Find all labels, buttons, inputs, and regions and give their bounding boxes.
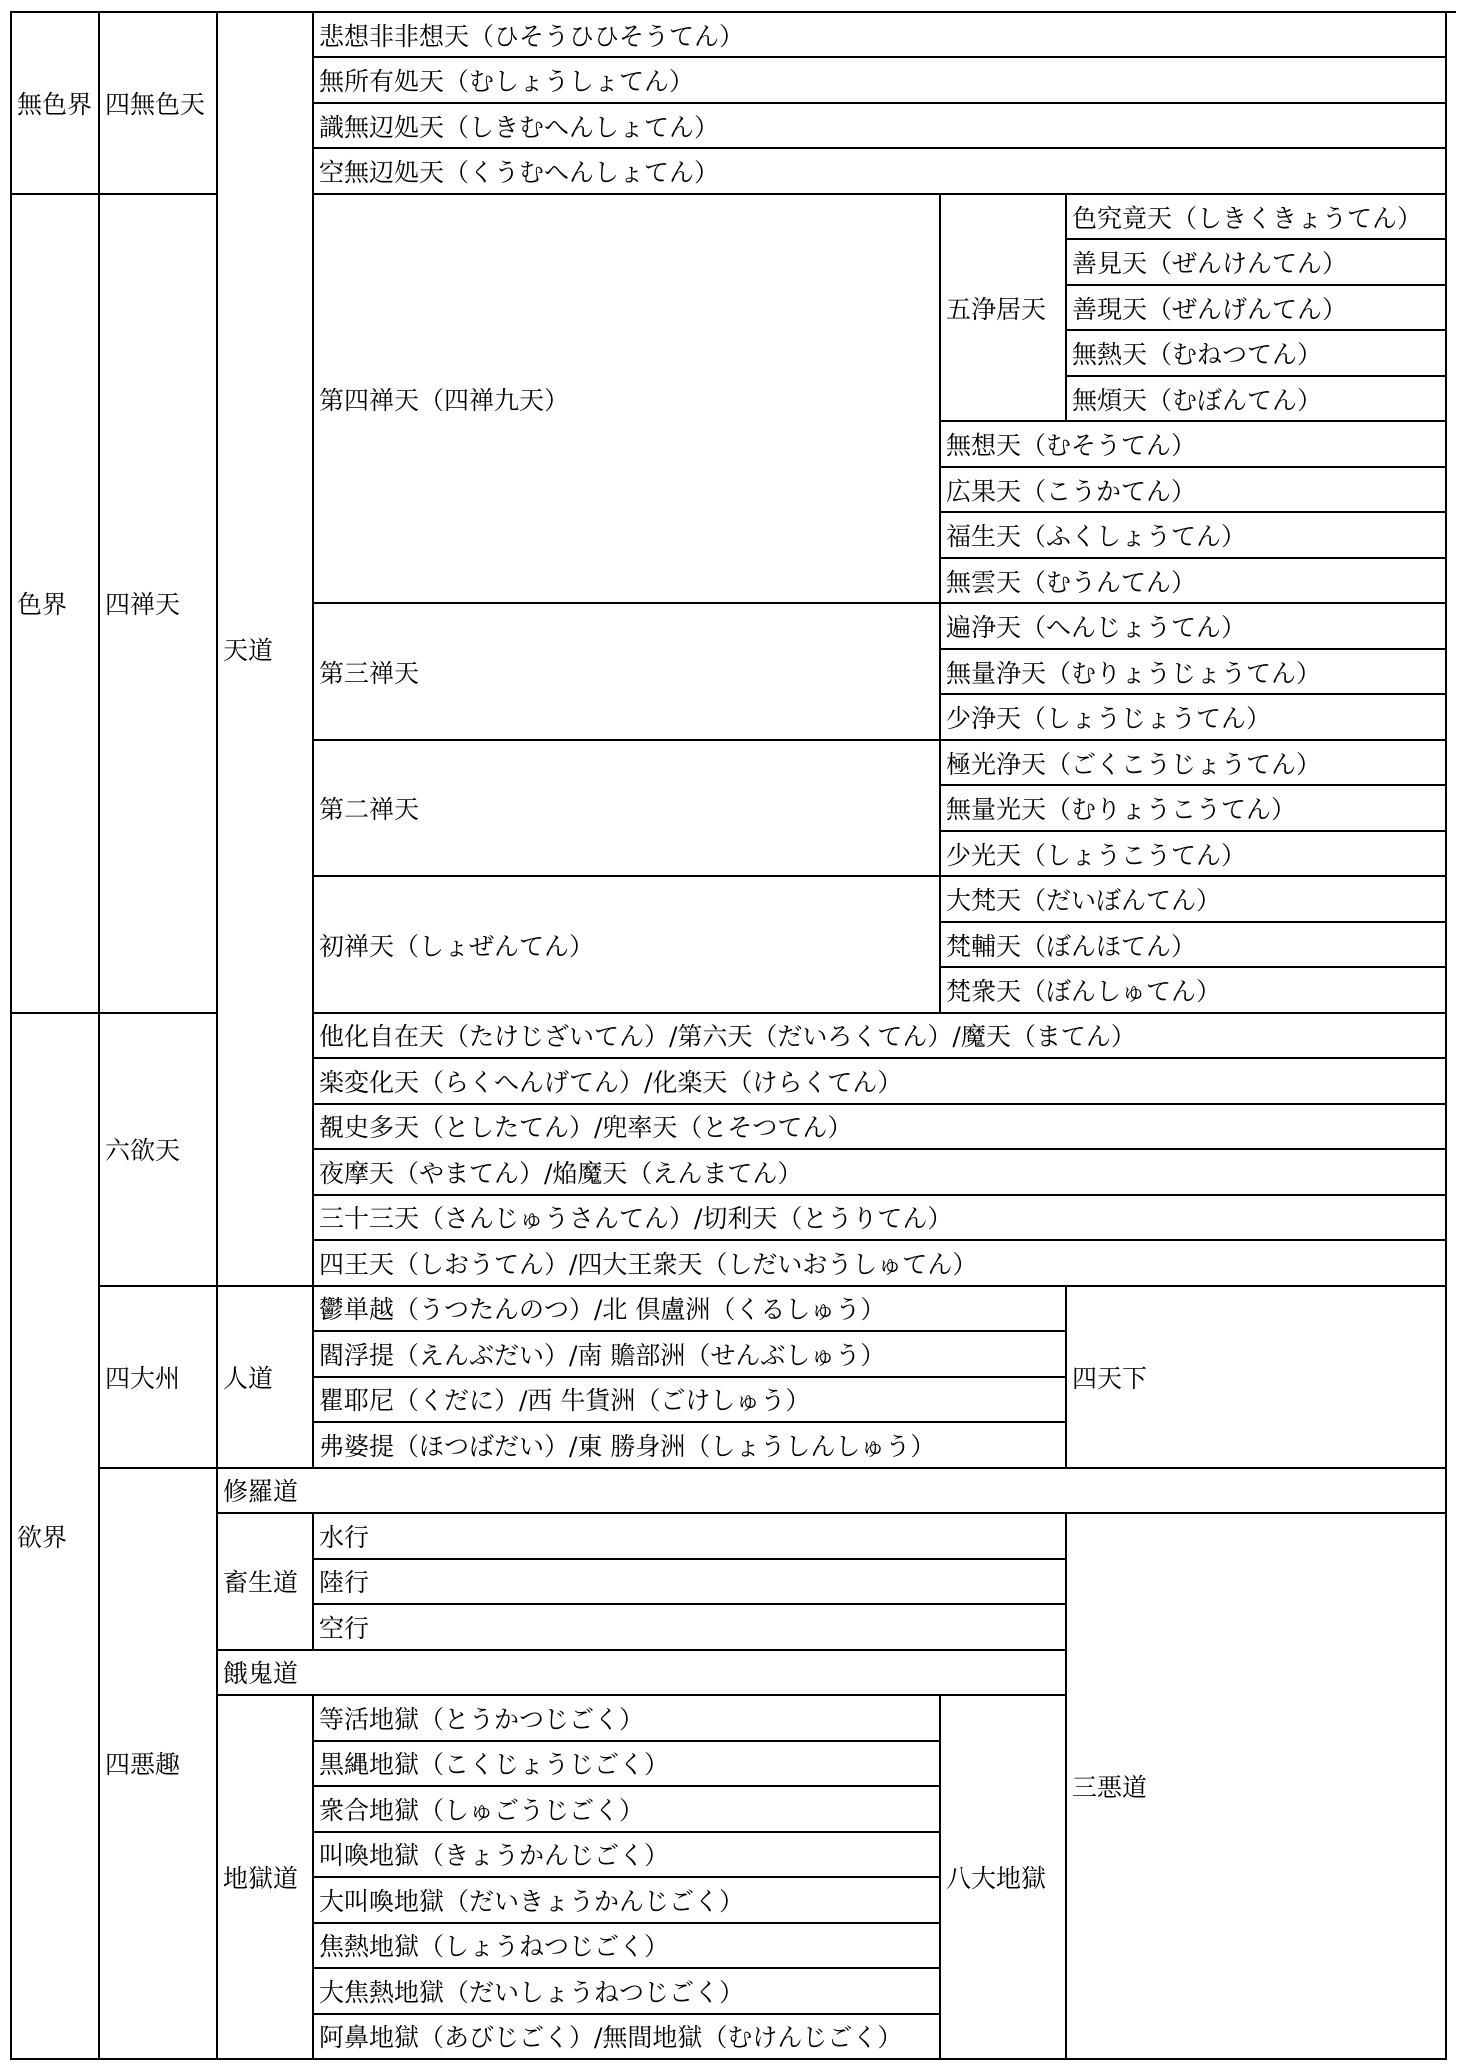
continent-row: 鬱単越（うつたんのつ）/北 倶盧洲（くるしゅう） xyxy=(314,1287,1067,1332)
first-dhyana-label: 初禅天（しょぜんてん） xyxy=(314,877,941,1013)
second-dhyana-label: 第二禅天 xyxy=(314,741,941,877)
third-dhyana-label: 第三禅天 xyxy=(314,604,941,740)
path-hungry-ghost: 餓鬼道 xyxy=(218,1651,1067,1696)
hell-row: 等活地獄（とうかつじごく） xyxy=(314,1696,941,1741)
pure-abode-row: 無煩天（むぼんてん） xyxy=(1067,377,1447,422)
three-evil-paths-label: 三悪道 xyxy=(1067,1514,1447,2060)
pure-abode-row: 無熱天（むねつてん） xyxy=(1067,331,1447,376)
second-dhyana-row: 極光浄天（ごくこうじょうてん） xyxy=(941,741,1447,786)
realm-formless: 無色界 xyxy=(12,13,100,195)
fourth-dhyana-label: 第四禅天（四禅九天） xyxy=(314,195,941,604)
first-dhyana-row: 梵輔天（ぼんほてん） xyxy=(941,923,1447,969)
third-dhyana-row: 遍浄天（へんじょうてん） xyxy=(941,604,1447,650)
pure-abodes-label: 五浄居天 xyxy=(941,195,1067,422)
path-human: 人道 xyxy=(218,1287,314,1469)
pure-abode-row: 色究竟天（しきくきょうてん） xyxy=(1067,195,1447,240)
pure-abode-row: 善現天（ぜんげんてん） xyxy=(1067,286,1447,332)
second-dhyana-row: 少光天（しょうこうてん） xyxy=(941,832,1447,877)
second-dhyana-row: 無量光天（むりょうこうてん） xyxy=(941,786,1447,832)
pure-abode-row: 善見天（ぜんけんてん） xyxy=(1067,240,1447,285)
group-four-evil-destinies: 四悪趣 xyxy=(100,1469,218,2060)
path-hell: 地獄道 xyxy=(218,1696,314,2060)
desire-heaven-row: 四王天（しおうてん）/四大王衆天（しだいおうしゅてん） xyxy=(314,1241,1447,1287)
fourth-dhyana-row: 広果天（こうかてん） xyxy=(941,468,1447,514)
formless-heaven-row: 悲想非非想天（ひそうひひそうてん） xyxy=(314,13,1447,58)
desire-heaven-row: 他化自在天（たけじざいてん）/第六天（だいろくてん）/魔天（まてん） xyxy=(314,1014,1447,1059)
desire-heaven-row: 楽変化天（らくへんげてん）/化楽天（けらくてん） xyxy=(314,1059,1447,1104)
continent-row: 弗婆提（ほつばだい）/東 勝身洲（しょうしんしゅう） xyxy=(314,1423,1067,1469)
four-realms-label: 四天下 xyxy=(1067,1287,1447,1469)
realm-form: 色界 xyxy=(12,195,100,1014)
first-dhyana-row: 大梵天（だいぼんてん） xyxy=(941,877,1447,922)
hell-row: 衆合地獄（しゅごうじごく） xyxy=(314,1787,941,1832)
path-deva: 天道 xyxy=(218,13,314,1287)
hell-blank-cell xyxy=(941,2015,1067,2060)
desire-heaven-row: 覩史多天（としたてん）/兜率天（とそつてん） xyxy=(314,1105,1447,1151)
group-four-formless-heavens: 四無色天 xyxy=(100,13,218,195)
third-dhyana-row: 少浄天（しょうじょうてん） xyxy=(941,695,1447,740)
group-four-dhyana-heavens: 四禅天 xyxy=(100,195,218,1014)
formless-heaven-row: 識無辺処天（しきむへんしょてん） xyxy=(314,104,1447,149)
hell-row: 大焦熱地獄（だいしょうねつじごく） xyxy=(314,1969,941,2014)
hell-row: 焦熱地獄（しょうねつじごく） xyxy=(314,1924,941,1969)
desire-heaven-row: 三十三天（さんじゅうさんてん）/切利天（とうりてん） xyxy=(314,1196,1447,1241)
hell-row: 阿鼻地獄（あびじごく）/無間地獄（むけんじごく） xyxy=(314,2015,941,2060)
third-dhyana-row: 無量浄天（むりょうじょうてん） xyxy=(941,650,1447,695)
hell-row: 叫喚地獄（きょうかんじごく） xyxy=(314,1833,941,1878)
continent-row: 瞿耶尼（くだに）/西 牛貨洲（ごけしゅう） xyxy=(314,1378,1067,1423)
hell-row: 黒縄地獄（こくじょうじごく） xyxy=(314,1742,941,1788)
formless-heaven-row: 空無辺処天（くうむへんしょてん） xyxy=(314,149,1447,195)
group-six-desire-heavens: 六欲天 xyxy=(100,1014,218,1287)
fourth-dhyana-row: 福生天（ふくしょうてん） xyxy=(941,513,1447,558)
continent-row: 閻浮提（えんぶだい）/南 贍部洲（せんぶしゅう） xyxy=(314,1332,1067,1377)
desire-heaven-row: 夜摩天（やまてん）/焔魔天（えんまてん） xyxy=(314,1150,1447,1195)
fourth-dhyana-row: 無想天（むそうてん） xyxy=(941,422,1447,467)
animal-row: 陸行 xyxy=(314,1560,1067,1606)
path-animal: 畜生道 xyxy=(218,1514,314,1650)
fourth-dhyana-row: 無雲天（むうんてん） xyxy=(941,559,1447,604)
animal-row: 空行 xyxy=(314,1605,1067,1650)
group-four-continents: 四大州 xyxy=(100,1287,218,1469)
animal-row: 水行 xyxy=(314,1514,1067,1559)
realm-desire: 欲界 xyxy=(12,1014,100,2060)
path-asura: 修羅道 xyxy=(218,1469,1447,1514)
eight-great-hells-label: 八大地獄 xyxy=(941,1696,1067,2060)
cosmology-table xyxy=(10,11,1456,2060)
formless-heaven-row: 無所有処天（むしょうしょてん） xyxy=(314,58,1447,103)
hell-row: 大叫喚地獄（だいきょうかんじごく） xyxy=(314,1878,941,1924)
first-dhyana-row: 梵衆天（ぼんしゅてん） xyxy=(941,968,1447,1013)
